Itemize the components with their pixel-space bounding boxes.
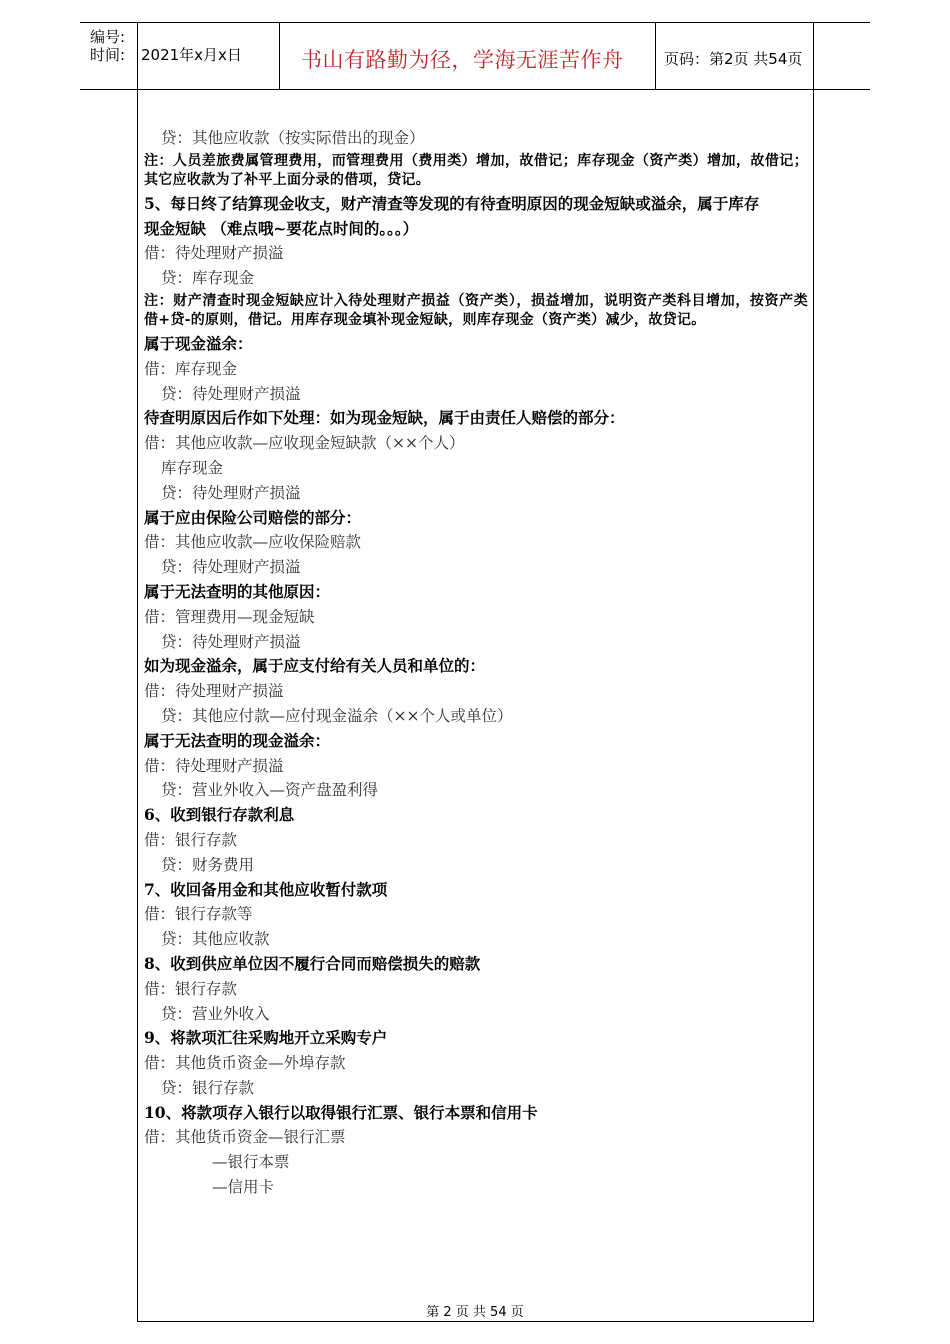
item-10-heading: 10、将款项存入银行以取得银行汇票、银行本票和信用卡 [144, 1102, 538, 1122]
debit-subitem: —信用卡 [212, 1178, 275, 1197]
credit-line: 贷：营业外收入—资产盘盈利得 [161, 781, 379, 800]
page-left-border [137, 22, 138, 1322]
item-5-heading: 5、每日终了结算现金收支，财产清查等发现的有待查明原因的现金短缺或溢余，属于库存 [144, 193, 760, 213]
header-top-rule [80, 22, 870, 23]
time-value: 2021年x月x日 [141, 46, 242, 64]
note-cash-shortage: 注：财产清查时现金短缺应计入待处理财产损益（资产类），损益增加，说明资产类科目增加，按资产类借+贷-的原则，借记。用库存现金填补现金短缺，则库存现金（资产类）减少，故贷记。 [144, 292, 808, 328]
debit-line-continued: 库存现金 [161, 458, 224, 477]
item-5-heading-cont: 现金短缺 （难点哦~要花点时间的。。。） [144, 218, 419, 238]
debit-line: 借：待处理财产损溢 [144, 756, 284, 775]
header-bottom-rule [80, 89, 870, 90]
credit-line: 贷：其他应收款 [161, 930, 270, 949]
credit-line: 贷：待处理财产损溢 [161, 632, 301, 651]
credit-line: 贷：待处理财产损溢 [161, 384, 301, 403]
credit-line: 贷：待处理财产损溢 [161, 558, 301, 577]
debit-line: 借：银行存款等 [144, 905, 253, 924]
subheading-unknown-cause: 属于无法查明的其他原因： [144, 581, 331, 601]
debit-line: 借：银行存款 [144, 979, 238, 998]
page-code: 页码：第2页 共54页 [664, 50, 803, 68]
credit-line: 贷：营业外收入 [161, 1004, 270, 1023]
subheading-surplus-payable: 如为现金溢余，属于应支付给有关人员和单位的： [144, 656, 486, 676]
note-travel-expense: 注：人员差旅费属管理费用，而管理费用（费用类）增加，故借记；库存现金（资产类）增加，故借记；其它应收款为了补平上面分录的借项，贷记。 [144, 152, 808, 188]
credit-line: 贷：财务费用 [161, 855, 255, 874]
subheading-unknown-surplus: 属于无法查明的现金溢余： [144, 730, 331, 750]
header-motto: 书山有路勤为径，学海无涯苦作舟 [301, 48, 624, 72]
item-9-heading: 9、将款项汇往采购地开立采购专户 [144, 1028, 388, 1048]
credit-line: 贷：待处理财产损溢 [161, 483, 301, 502]
header-divider-right [655, 22, 656, 89]
item-7-heading: 7、收回备用金和其他应收暂付款项 [144, 879, 388, 899]
debit-line: 借：其他货币资金—外埠存款 [144, 1054, 346, 1073]
debit-line: 借：银行存款 [144, 830, 238, 849]
credit-line: 贷：库存现金 [161, 269, 255, 288]
debit-line: 借：管理费用—现金短缺 [144, 607, 315, 626]
debit-line: 借：其他应收款—应收现金短缺款（××个人） [144, 434, 465, 453]
subheading-insurance: 属于应由保险公司赔偿的部分： [144, 507, 362, 527]
subheading-after-review: 待查明原因后作如下处理：如为现金短缺，属于由责任人赔偿的部分： [144, 408, 625, 428]
item-6-heading: 6、收到银行存款利息 [144, 805, 295, 825]
debit-line: 借：库存现金 [144, 359, 238, 378]
document-body [144, 126, 808, 1200]
debit-line: 借：其他应收款—应收保险赔款 [144, 533, 362, 552]
debit-subitem: —银行本票 [212, 1153, 290, 1172]
time-label: 时间: [90, 46, 126, 64]
item-8-heading: 8、收到供应单位因不履行合同而赔偿损失的赔款 [144, 953, 481, 973]
credit-line: 贷：其他应收款（按实际借出的现金） [161, 129, 425, 147]
debit-line: 借：其他货币资金—银行汇票 [144, 1128, 346, 1147]
debit-line: 借：待处理财产损溢 [144, 244, 284, 263]
header-divider-left [279, 22, 280, 89]
page-footer: 第 2 页 共 54 页 [426, 1305, 524, 1320]
number-label: 编号: [90, 28, 126, 46]
page-bottom-border [137, 1321, 814, 1322]
credit-line: 贷：银行存款 [161, 1078, 255, 1097]
page-right-border [813, 22, 814, 1322]
subheading-cash-surplus: 属于现金溢余： [144, 333, 253, 353]
credit-line: 贷：其他应付款—应付现金溢余（××个人或单位） [161, 706, 513, 725]
debit-line: 借：待处理财产损溢 [144, 682, 284, 701]
